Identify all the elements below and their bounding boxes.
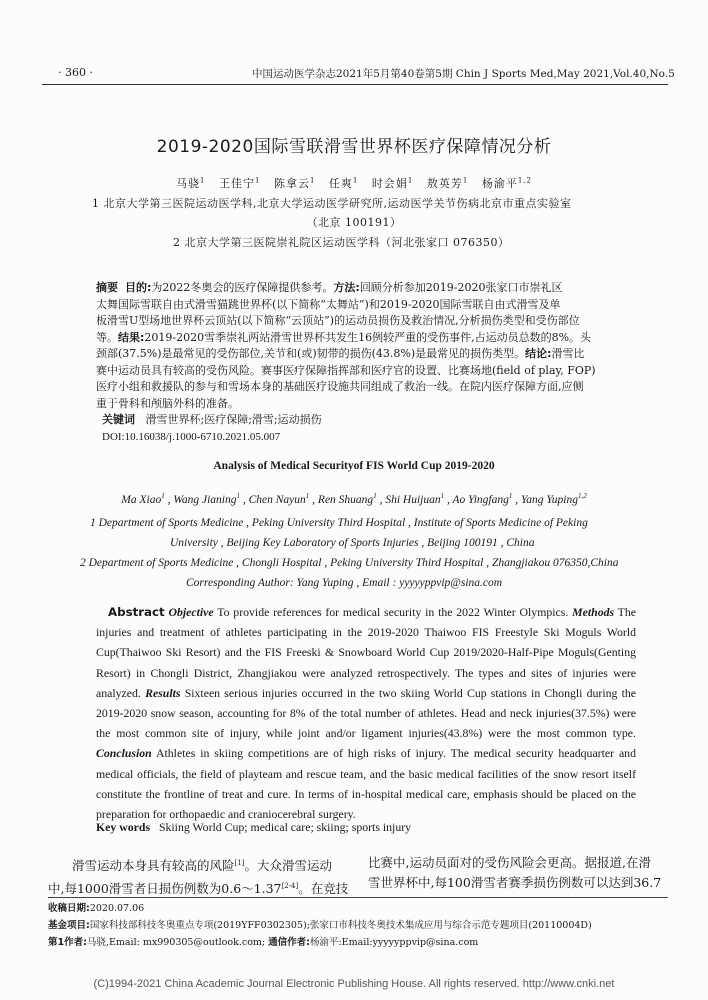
author-en: Shi Huijuan$^1$ — [385, 492, 445, 506]
affiliation-cn-2: 2 北京大学第三医院崇礼院区运动医学科（河北张家口 076350） — [173, 236, 510, 249]
journal-header: 中国运动医学杂志2021年5月第40卷第5期 Chin J Sports Med,May 2021,Vol.40,No.5 — [252, 68, 675, 80]
copyright-notice: (C)1994-2021 China Academic Journal Electronic Publishing House. All rights reserved. http://www.cnki.net — [93, 978, 615, 990]
affiliation-en-line: 2 Department of Sports Medicine , Chongli Hospital , Peking University Third Hospital , Zhangjiakou 076350,China — [80, 557, 619, 569]
abstract-cn-line: 太舞国际雪联自由式滑雪猫跳世界杯(以下简称“太舞站”)和2019-2020国际雪联自由式滑雪及单 — [96, 297, 561, 311]
keywords-en: Key words Skiing World Cup; medical care; skiing; sports injury — [96, 820, 412, 834]
abstract-cn-line: 等。结果:2019-2020雪季崇礼两站滑雪世界杯共发生16例较严重的受伤事件,占运动员总数的8%。头 — [96, 330, 592, 344]
fund-info: 基金项目:国家科技部科技冬奥重点专项(2019YFF0302305);张家口市科技冬奥技术集成应用与综合示范专题项目(20110004D) — [48, 920, 592, 931]
abstract-cn-line: 颈部(37.5%)是最常见的受伤部位,关节和(或)韧带的损伤(43.8%)是最常见的损伤类型。结论:滑雪比 — [96, 347, 585, 360]
keywords-cn: 关键词 滑雪世界杯;医疗保障;滑雪;运动损伤 — [102, 413, 322, 426]
author-en: Ao Yingfang$^1$ — [452, 492, 513, 506]
affiliation-en-line: 1 Department of Sports Medicine , Peking University Third Hospital , Institute of Sports Medicine of Peking — [90, 517, 588, 529]
page-number: · 360 · — [58, 66, 93, 79]
body-line: 中,每1000滑雪者日损伤例数为0.6～1.37[2-4]。在竞技 — [48, 881, 349, 897]
affiliation-en-line: University , Beijing Key Laboratory of Sports Injuries , Beijing 100191 , China — [170, 537, 535, 549]
author-cn: 王佳宁$^1$ — [218, 176, 261, 190]
author-en: Ren Shuang$^1$ — [317, 492, 377, 506]
abstract-en: Abstract Objective To provide references for medical security in the 2022 Winter Olympics. Methods The injuries and treatment of athletes participating in the 2019-2020 Thaiwoo FIS Freestyle Ski Moguls World Cup(Thaiwoo Ski Resort) and the FIS Freeski & Snowboard World Cup 2019/2020-Half-Pipe Moguls(Genting Resort) in Chongli District, Zhangjiakou were analyzed retrospectively. The types and sites of injuries were analyzed. Results Sixteen serious injuries occurred in the two skiing World Cup stations in Chongli during the 2019-2020 snow season, accounting for 8% of the total number of athletes. Head and neck injuries(37.5%) were the most common site of injury, while joint and/or ligament injuries(43.8%) were the most common type. Conclusion Athletes in skiing competitions are of high risks of injury. The medical security headquarter and medical officials, the field of playteam and rescue team, and the basic medical facilities of the snow resort itself constitute the frontline of treat and cure. In terms of in-hospital medical care, emphasis should be placed on the preparation for orthopaedic and craniocerebral surgery. — [96, 605, 637, 822]
footnotes — [48, 900, 668, 951]
abstract-cn-line: 医疗小组和救援队的参与和雪场本身的基础医疗设施共同组成了救治一线。在院内医疗保障方面,应侧 — [96, 380, 584, 393]
author-cn: 时会娟$^1$ — [371, 176, 414, 190]
author-en: Yang Yuping$^{1,2}$ — [520, 492, 587, 506]
affiliation-cn-1-location: （北京 100191） — [306, 216, 402, 229]
abstract-cn-line: 重于骨科和颅脑外科的准备。 — [96, 396, 239, 410]
authors-cn — [0, 175, 708, 191]
author-cn: 陈拿云$^1$ — [273, 176, 316, 190]
article-title-cn: 2019-2020国际雪联滑雪世界杯医疗保障情况分析 — [156, 137, 552, 157]
author-en: Chen Nayun$^1$ — [248, 492, 310, 506]
affiliations-en — [80, 513, 650, 593]
abstract-cn-line: 板滑雪U型场地世界杯云顶站(以下简称“云顶站”)的运动员损伤及救治情况,分析损伤类型和受伤部位 — [96, 314, 580, 327]
body-right-column — [368, 853, 668, 893]
doi: DOI:10.16038/j.1000-6710.2021.05.007 — [102, 430, 281, 443]
author-cn: 杨渝平$^{1,2}$ — [481, 176, 532, 190]
received-date: 收稿日期:2020.07.06 — [48, 903, 145, 914]
header-rule — [42, 84, 668, 85]
body-line: 滑雪运动本身具有较高的风险[1]。大众滑雪运动 — [72, 858, 332, 874]
author-cn: 敖英芳$^1$ — [426, 176, 469, 190]
footnote-rule — [48, 897, 668, 898]
author-cn: 任爽$^1$ — [328, 176, 359, 190]
body-line: 比赛中,运动员面对的受伤风险会更高。据报道,在滑 — [368, 855, 651, 870]
authors-en: Ma Xiao$^1$ , Wang Jianing$^1$ , Chen Nayun$^1$ , Ren Shuang$^1$ , Shi Huijuan$^1$ , Ao Yingfang$^1$ , Yang Yuping$^{1,2}$ — [121, 492, 587, 506]
author-en: Ma Xiao$^1$ — [121, 492, 165, 506]
author-en: Wang Jianing$^1$ — [173, 492, 240, 506]
abstract-cn-line: 赛中运动员具有较高的受伤风险。赛事医疗保障指挥部和医疗官的设置、比赛场地(field of play, FOP) — [96, 363, 596, 377]
author-cn: 马骁$^1$ — [176, 176, 206, 190]
abstract-cn-line: 摘要 目的:为2022冬奥会的医疗保障提供参考。方法:回顾分析参加2019-2020张家口市崇礼区 — [96, 281, 563, 294]
affiliation-cn-1: 1 北京大学第三医院运动医学科,北京大学运动医学研究所,运动医学关节伤病北京市重点实验室 — [92, 197, 572, 210]
abstract-cn — [96, 280, 636, 445]
corresponding-author: Corresponding Author: Yang Yuping , Email : yyyyyppvip@sina.com — [186, 577, 503, 589]
article-title-en: Analysis of Medical Securityof FIS World Cup 2019-2020 — [213, 460, 495, 472]
body-line: 雪世界杯中,每100滑雪者赛季损伤例数可以达到36.7 — [368, 875, 662, 890]
body-left-column — [48, 853, 354, 899]
author-contacts: 第1作者:马骁,Email: mx990305@outlook.com; 通信作者:杨渝平:Email:yyyyyppvip@sina.com — [48, 937, 479, 948]
